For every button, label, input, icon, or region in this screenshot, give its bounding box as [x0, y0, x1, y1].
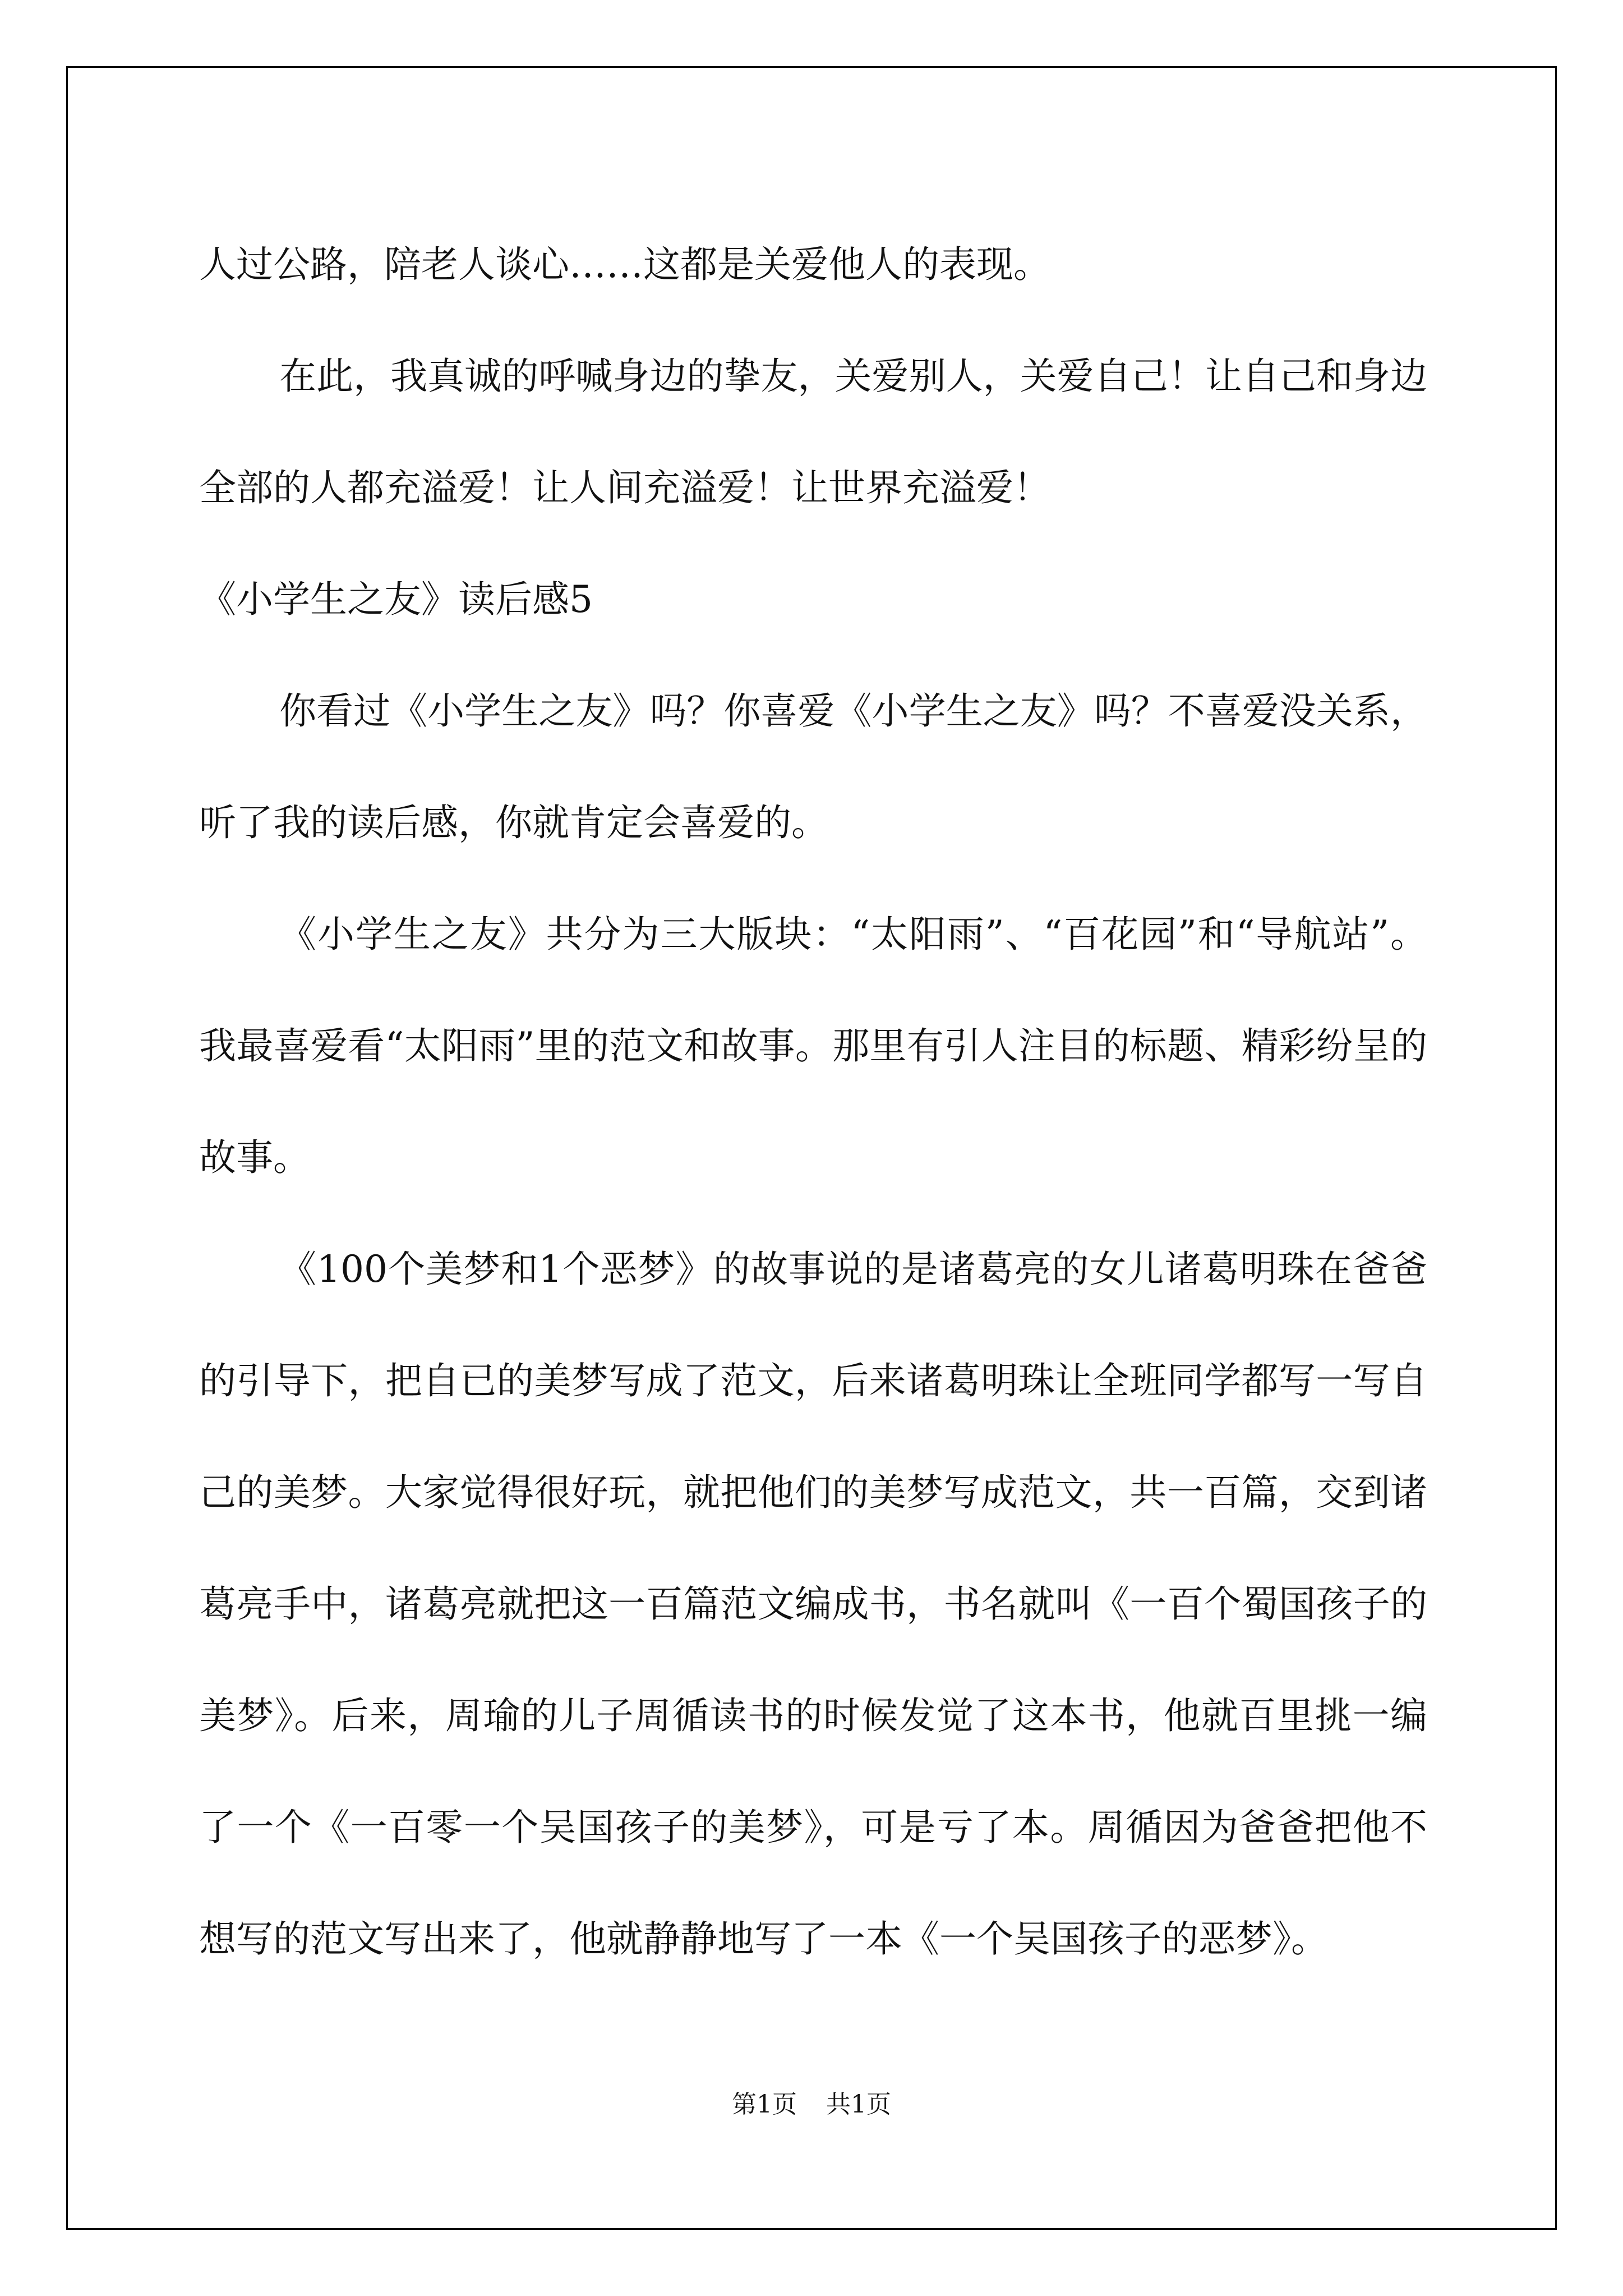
paragraph-story: 《100个美梦和1个恶梦》的故事说的是诸葛亮的女儿诸葛明珠在爸爸的引导下，把自已的美梦写成了范文，后来诸葛明珠让全班同学都写一写自己的美梦。大家觉得很好玩，就把他们的美梦写成范文，共一百篇，交到诸葛亮手中，诸葛亮就把这一百篇范文编成书，书名就叫《一百个蜀国孩子的美梦》。后来，周瑜的儿子周循读书的时候发觉了这本书，他就百里挑一编了一个《一百零一个吴国孩子的美梦》，可是亏了本。周循因为爸爸把他不想写的范文写出来了，他就静静地写了一本《一个吴国孩子的恶梦》。 — [199, 1248, 1427, 1961]
page-footer — [0, 2088, 1623, 2122]
paragraph-intro-question: 你看过《小学生之友》吗？你喜爱《小学生之友》吗？不喜爱没关系，听了我的读后感，你就肯定会喜爱的。 — [199, 689, 1427, 844]
paragraph-closing-appeal: 在此，我真诚的呼喊身边的挚友，关爱别人，关爱自己！让自己和身边全部的人都充溢爱！让人间充溢爱！让世界充溢爱！ — [199, 355, 1427, 509]
paragraph-sections: 《小学生之友》共分为三大版块：“太阳雨”、“百花园”和“导航站”。我最喜爱看“太阳雨”里的范文和故事。那里有引人注目的标题、精彩纷呈的故事。 — [199, 913, 1427, 1179]
document-body — [199, 209, 1427, 1995]
page-number: 第1页 — [732, 2090, 797, 2119]
page-total: 共1页 — [826, 2090, 891, 2119]
section-heading: 《小学生之友》读后感5 — [199, 578, 593, 621]
paragraph-continuation: 人过公路，陪老人谈心……这都是关爱他人的表现。 — [199, 243, 1050, 286]
